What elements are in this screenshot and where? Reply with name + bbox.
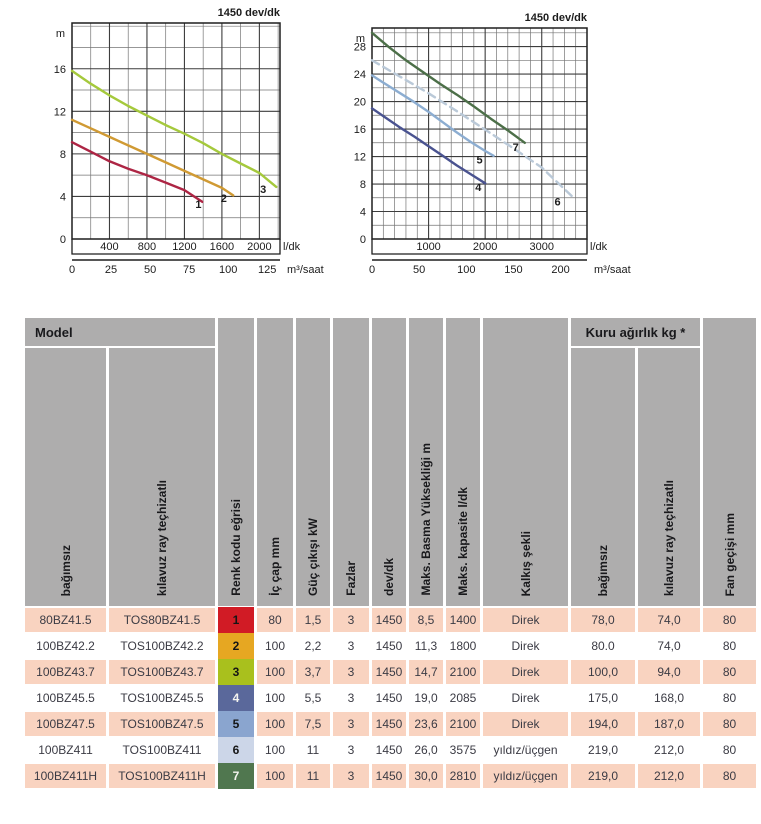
power-output-cell: 2,2 (296, 634, 330, 658)
fan-passage-cell: 80 (703, 660, 756, 684)
axis-tick-label: 16 (353, 124, 366, 137)
dry-weight-group-header (571, 318, 700, 346)
col-header-fan-passage (703, 318, 756, 606)
start-method-cell: Direk (483, 608, 568, 632)
start-method-cell: yıldız/üçgen (483, 738, 568, 762)
pump-curve-2 (72, 120, 233, 196)
max-capacity-cell: 2100 (446, 712, 480, 736)
col-header-color-code-label: Renk kodu eğrisi (229, 499, 243, 596)
col-header-max-capacity-label: Maks. kapasite l/dk (456, 487, 470, 596)
weight-standalone-cell: 194,0 (571, 712, 635, 736)
rpm-cell: 1450 (372, 686, 406, 710)
weight-standalone-cell: 80.0 (571, 634, 635, 658)
start-method-cell: Direk (483, 712, 568, 736)
max-head-cell: 23,6 (409, 712, 443, 736)
rpm-cell: 1450 (372, 764, 406, 788)
col-header-weight-guiderail-label: kılavuz ray teçhizatlı (662, 479, 676, 596)
x-axis-unit-secondary: m³/saat (287, 264, 324, 276)
weight-standalone-cell: 100,0 (571, 660, 635, 684)
rpm-cell: 1450 (372, 634, 406, 658)
max-head-cell: 11,3 (409, 634, 443, 658)
axis-tick-label: 16 (53, 63, 66, 76)
power-output-cell: 11 (296, 738, 330, 762)
axis-tick-label: 75 (182, 264, 196, 276)
model-guiderail-cell: TOS100BZ411H (109, 764, 215, 788)
fan-passage-cell: 80 (703, 686, 756, 710)
col-header-start-method (483, 318, 568, 606)
curve-number-label: 1 (195, 199, 202, 212)
curve-number-label: 5 (476, 154, 483, 167)
x-axis-unit-primary: l/dk (283, 241, 301, 253)
model-standalone-cell: 80BZ41.5 (25, 608, 106, 632)
rpm-cell: 1450 (372, 712, 406, 736)
model-standalone-cell: 100BZ411H (25, 764, 106, 788)
col-header-weight-standalone (571, 348, 635, 606)
col-header-fan-passage-label: Fan geçişi mm (722, 512, 737, 596)
axis-tick-label: 50 (143, 264, 157, 276)
max-capacity-cell: 2810 (446, 764, 480, 788)
chart-title: 1450 dev/dk (217, 7, 280, 19)
inner-diameter-cell: 100 (257, 712, 293, 736)
col-header-phases-label: Fazlar (344, 561, 358, 596)
model-guiderail-cell: TOS80BZ41.5 (109, 608, 215, 632)
color-code-chip: 5 (218, 711, 254, 737)
col-header-color-code (218, 318, 254, 606)
col-header-rpm (372, 318, 406, 606)
axis-tick-label: 1000 (416, 241, 441, 253)
weight-guiderail-cell: 212,0 (638, 738, 700, 762)
weight-standalone-cell: 219,0 (571, 764, 635, 788)
rpm-cell: 1450 (372, 738, 406, 762)
axis-tick-label: 3000 (529, 241, 554, 253)
axis-tick-label: 8 (359, 179, 366, 192)
fan-passage-cell: 80 (703, 738, 756, 762)
col-header-guiderail (109, 348, 215, 606)
model-standalone-cell: 100BZ43.7 (25, 660, 106, 684)
phases-cell: 3 (333, 764, 369, 788)
max-head-cell: 19,0 (409, 686, 443, 710)
max-head-cell: 26,0 (409, 738, 443, 762)
power-output-cell: 5,5 (296, 686, 330, 710)
col-header-standalone-label: bağımsız (58, 544, 73, 596)
max-capacity-cell: 3575 (446, 738, 480, 762)
max-capacity-cell: 2100 (446, 660, 480, 684)
weight-guiderail-cell: 212,0 (638, 764, 700, 788)
axis-tick-label: 800 (137, 241, 157, 253)
pump-curve-1 (72, 142, 202, 202)
inner-diameter-cell: 100 (257, 738, 293, 762)
col-header-inner-diameter (257, 318, 293, 606)
phases-cell: 3 (333, 608, 369, 632)
axis-tick-label: 24 (353, 69, 366, 82)
start-method-cell: Direk (483, 686, 568, 710)
fan-passage-cell: 80 (703, 634, 756, 658)
axis-tick-label: 25 (104, 264, 118, 276)
pump-curve-chart-large (338, 2, 668, 292)
max-capacity-cell: 2085 (446, 686, 480, 710)
weight-guiderail-cell: 74,0 (638, 608, 700, 632)
col-header-inner-diameter-label: İç çap mm (268, 537, 282, 596)
axis-tick-label: 2000 (472, 241, 498, 253)
axis-tick-label: 100 (218, 264, 238, 276)
model-standalone-cell: 100BZ411 (25, 738, 106, 762)
col-header-max-head (409, 318, 443, 606)
model-group-header (25, 318, 215, 346)
col-header-standalone (25, 348, 106, 606)
axis-tick-label: 0 (59, 234, 66, 246)
weight-guiderail-cell: 74,0 (638, 634, 700, 658)
power-output-cell: 7,5 (296, 712, 330, 736)
phases-cell: 3 (333, 634, 369, 658)
col-header-guiderail-label: kılavuz ray teçhizatlı (155, 479, 169, 596)
curve-number-label: 2 (220, 192, 227, 205)
rpm-cell: 1450 (372, 608, 406, 632)
axis-tick-label: 12 (353, 151, 366, 164)
model-standalone-cell: 100BZ47.5 (25, 712, 106, 736)
model-guiderail-cell: TOS100BZ43.7 (109, 660, 215, 684)
chart-title: 1450 dev/dk (524, 12, 587, 24)
color-code-chip: 4 (218, 685, 254, 711)
axis-tick-label: 12 (53, 106, 66, 119)
col-header-power-output-label: Güç çıkışı kW (306, 517, 320, 596)
axis-tick-label: 4 (59, 191, 66, 204)
axis-tick-label: 2000 (247, 241, 272, 253)
model-group-label: Model (35, 324, 73, 340)
curve-number-label: 4 (475, 181, 482, 194)
start-method-cell: Direk (483, 660, 568, 684)
start-method-cell: Direk (483, 634, 568, 658)
col-header-weight-guiderail (638, 348, 700, 606)
axis-tick-label: 1600 (209, 241, 235, 253)
fan-passage-cell: 80 (703, 608, 756, 632)
x-axis-unit-primary: l/dk (590, 241, 608, 253)
inner-diameter-cell: 100 (257, 764, 293, 788)
power-output-cell: 3,7 (296, 660, 330, 684)
axis-tick-label: 0 (368, 264, 376, 276)
col-header-max-capacity (446, 318, 480, 606)
axis-tick-label: 100 (457, 264, 476, 276)
model-guiderail-cell: TOS100BZ411 (109, 738, 215, 762)
axis-tick-label: 400 (100, 241, 119, 253)
weight-guiderail-cell: 94,0 (638, 660, 700, 684)
y-axis-unit: m (55, 28, 65, 40)
max-capacity-cell: 1400 (446, 608, 480, 632)
max-head-cell: 8,5 (409, 608, 443, 632)
axis-tick-label: 150 (504, 264, 523, 276)
spec-table (25, 318, 760, 788)
inner-diameter-cell: 100 (257, 686, 293, 710)
phases-cell: 3 (333, 660, 369, 684)
max-head-cell: 14,7 (409, 660, 443, 684)
max-head-cell: 30,0 (409, 764, 443, 788)
curve-number-label: 3 (260, 184, 267, 197)
axis-tick-label: 125 (258, 264, 277, 276)
start-method-cell: yıldız/üçgen (483, 764, 568, 788)
axis-tick-label: 4 (359, 206, 366, 219)
fan-passage-cell: 80 (703, 764, 756, 788)
power-output-cell: 1,5 (296, 608, 330, 632)
phases-cell: 3 (333, 686, 369, 710)
curve-number-label: 7 (512, 142, 519, 155)
weight-standalone-cell: 175,0 (571, 686, 635, 710)
pump-curve-3 (72, 71, 276, 187)
color-code-chip: 1 (218, 607, 254, 633)
axis-tick-label: 200 (551, 264, 570, 276)
inner-diameter-cell: 80 (257, 608, 293, 632)
axis-tick-label: 0 (68, 264, 76, 276)
axis-tick-label: 8 (59, 148, 66, 161)
col-header-rpm-label: dev/dk (382, 557, 396, 596)
col-header-phases (333, 318, 369, 606)
weight-guiderail-cell: 168,0 (638, 686, 700, 710)
axis-tick-label: 50 (413, 264, 426, 276)
color-code-chip: 2 (218, 633, 254, 659)
phases-cell: 3 (333, 712, 369, 736)
col-header-weight-standalone-label: bağımsız (596, 544, 610, 596)
col-header-power-output (296, 318, 330, 606)
color-code-chip: 3 (218, 659, 254, 685)
model-guiderail-cell: TOS100BZ45.5 (109, 686, 215, 710)
model-standalone-cell: 100BZ45.5 (25, 686, 106, 710)
col-header-start-method-label: Kalkış şekli (518, 530, 533, 596)
phases-cell: 3 (333, 738, 369, 762)
axis-tick-label: 0 (359, 234, 366, 246)
rpm-cell: 1450 (372, 660, 406, 684)
axis-tick-label: 1200 (172, 241, 197, 253)
max-capacity-cell: 1800 (446, 634, 480, 658)
fan-passage-cell: 80 (703, 712, 756, 736)
color-code-chip: 6 (218, 737, 254, 763)
model-guiderail-cell: TOS100BZ42.2 (109, 634, 215, 658)
y-axis-unit: m (355, 33, 365, 45)
x-axis-unit-secondary: m³/saat (594, 264, 631, 276)
pump-curve-chart-small (38, 2, 368, 292)
axis-tick-label: 20 (353, 96, 366, 109)
dry-weight-group-label: Kuru ağırlık kg * (585, 324, 686, 340)
color-code-chip: 7 (218, 763, 254, 789)
inner-diameter-cell: 100 (257, 660, 293, 684)
axis-tick-label: 28 (353, 41, 366, 54)
weight-standalone-cell: 78,0 (571, 608, 635, 632)
power-output-cell: 11 (296, 764, 330, 788)
model-guiderail-cell: TOS100BZ47.5 (109, 712, 215, 736)
model-standalone-cell: 100BZ42.2 (25, 634, 106, 658)
col-header-max-head-label: Maks. Basma Yüksekliği m (419, 443, 433, 596)
weight-guiderail-cell: 187,0 (638, 712, 700, 736)
weight-standalone-cell: 219,0 (571, 738, 635, 762)
curve-number-label: 6 (554, 196, 561, 209)
inner-diameter-cell: 100 (257, 634, 293, 658)
